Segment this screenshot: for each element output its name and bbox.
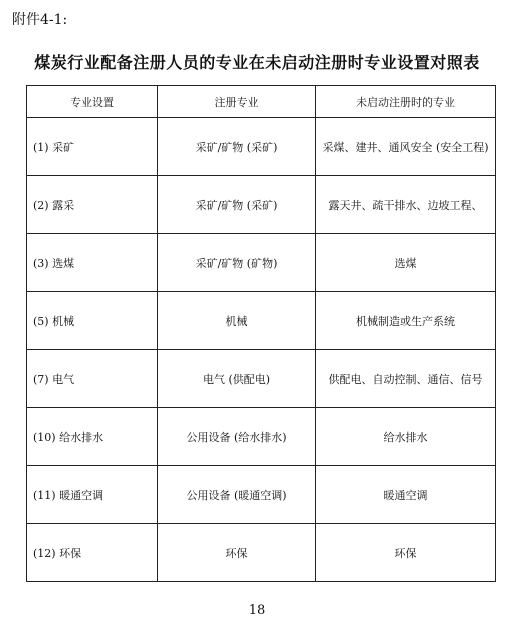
cell-major-setting: (7) 电气 [27, 350, 158, 408]
page-number: 18 [248, 603, 266, 618]
table-row [27, 350, 496, 408]
cell-unregistered-major: 供配电、自动控制、通信、信号 [316, 350, 496, 408]
cell-unregistered-major: 选煤 [316, 234, 496, 292]
header-unregistered-major: 未启动注册时的专业 [316, 86, 496, 118]
table-row [27, 524, 496, 582]
cell-registered-major: 环保 [158, 524, 316, 582]
cell-registered-major: 机械 [158, 292, 316, 350]
cell-major-setting: (1) 采矿 [27, 118, 158, 176]
header-major-setting: 专业设置 [27, 86, 158, 118]
table-row [27, 176, 496, 234]
cell-unregistered-major: 采煤、建井、通风安全 (安全工程) [316, 118, 496, 176]
major-mapping-table [26, 85, 496, 582]
cell-unregistered-major: 露天井、疏干排水、边坡工程、 [316, 176, 496, 234]
attachment-label: 附件4-1: [12, 12, 68, 28]
cell-registered-major: 采矿/矿物 (矿物) [158, 234, 316, 292]
header-registered-major: 注册专业 [158, 86, 316, 118]
table-header-row [27, 86, 496, 118]
cell-major-setting: (2) 露采 [27, 176, 158, 234]
document-title: 煤炭行业配备注册人员的专业在未启动注册时专业设置对照表 [34, 53, 480, 72]
table-row [27, 118, 496, 176]
cell-unregistered-major: 暖通空调 [316, 466, 496, 524]
table-row [27, 292, 496, 350]
cell-major-setting: (12) 环保 [27, 524, 158, 582]
cell-registered-major: 电气 (供配电) [158, 350, 316, 408]
cell-unregistered-major: 环保 [316, 524, 496, 582]
table-row [27, 234, 496, 292]
cell-major-setting: (3) 选煤 [27, 234, 158, 292]
cell-registered-major: 采矿/矿物 (采矿) [158, 118, 316, 176]
cell-unregistered-major: 给水排水 [316, 408, 496, 466]
cell-registered-major: 公用设备 (暖通空调) [158, 466, 316, 524]
table-row [27, 408, 496, 466]
cell-registered-major: 公用设备 (给水排水) [158, 408, 316, 466]
cell-registered-major: 采矿/矿物 (采矿) [158, 176, 316, 234]
table-row [27, 466, 496, 524]
cell-major-setting: (5) 机械 [27, 292, 158, 350]
cell-major-setting: (10) 给水排水 [27, 408, 158, 466]
cell-major-setting: (11) 暖通空调 [27, 466, 158, 524]
cell-unregistered-major: 机械制造或生产系统 [316, 292, 496, 350]
